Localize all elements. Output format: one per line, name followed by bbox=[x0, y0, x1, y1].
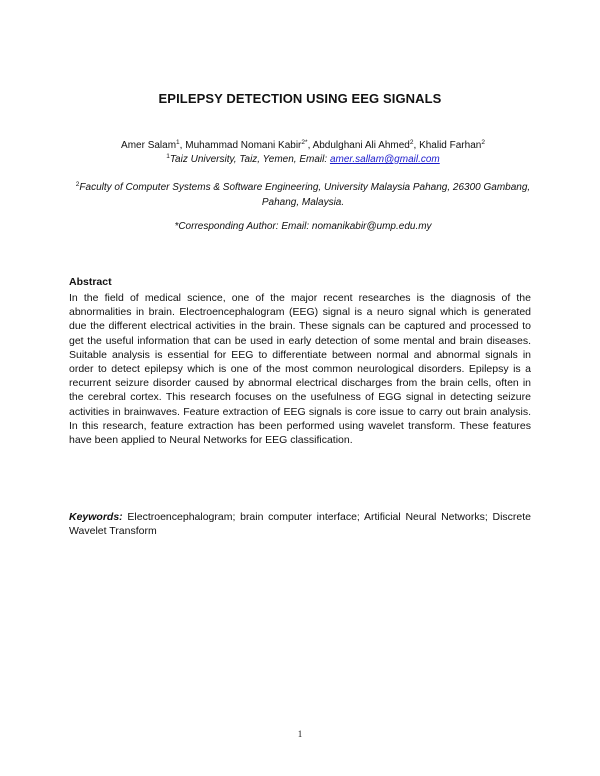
corresponding-author: *Corresponding Author: Email: nomanikabir@ump.edu.my bbox=[174, 221, 432, 232]
author-affiliation-mark: 1 bbox=[176, 139, 180, 146]
keywords-text: Electroencephalogram; brain computer interface; Artificial Neural Networks; Discrete Wavelet Transform bbox=[69, 511, 531, 537]
paper-title: EPILEPSY DETECTION USING EEG SIGNALS bbox=[158, 91, 442, 106]
author-separator: , bbox=[413, 140, 420, 151]
page-number: 1 bbox=[297, 729, 303, 739]
author-name: Muhammad Nomani Kabir bbox=[185, 140, 302, 151]
affiliation-mark: 1 bbox=[166, 153, 170, 160]
author-name: Abdulghani Ali Ahmed bbox=[312, 140, 410, 151]
author-list bbox=[68, 139, 538, 152]
email-link[interactable]: amer.sallam@gmail.com bbox=[329, 154, 440, 165]
affiliation-mark: 2 bbox=[75, 181, 80, 188]
author-separator: , bbox=[179, 140, 186, 151]
author-separator: , bbox=[307, 140, 313, 151]
author-affiliation-mark: 2 bbox=[481, 139, 485, 146]
author-name: Amer Salam bbox=[121, 140, 177, 151]
affiliation-2 bbox=[68, 180, 538, 210]
affiliation-1 bbox=[68, 152, 538, 167]
author-affiliation-mark: 2 bbox=[409, 139, 414, 146]
abstract-body: In the field of medical science, one of the major recent researches is the diagnosis of the abnormalities in brain. Electroencephalogram (EEG) signal is a neuro signal which is generated due the different electrical activities in the brain. These signals can be captured and processed to get the useful information that can be used in early detection of some mental and brain diseases. Suitable analysis is essential for EEG to differentiate between normal and abnormal signals in order to detect epilepsy which is one of the most common neurological disorders. Epilepsy is a recurrent seizure disorder caused by abnormal electrical discharges from the brain cells, often in the cerebral cortex. This research focuses on the usefulness of EGG signal in detecting seizure activities in brainwaves. Feature extraction of EEG signals is core issue to carry out brain analysis. In this research, feature extraction has been performed using wavelet transform. These features have been applied to Neural Networks for EEG classification. bbox=[69, 292, 531, 447]
affiliation-text: Taiz University, Taiz, Yemen, Email: bbox=[169, 154, 330, 165]
affiliation-text: Faculty of Computer Systems & Software Engineering, University Malaysia Pahang, 26300 Gambang, Pahang, Malaysia. bbox=[79, 182, 531, 208]
author-name: Khalid Farhan bbox=[419, 140, 482, 151]
author-affiliation-mark: 2* bbox=[301, 139, 308, 146]
keywords bbox=[69, 510, 531, 538]
abstract-heading: Abstract bbox=[69, 276, 112, 288]
keywords-label: Keywords: bbox=[69, 511, 123, 523]
